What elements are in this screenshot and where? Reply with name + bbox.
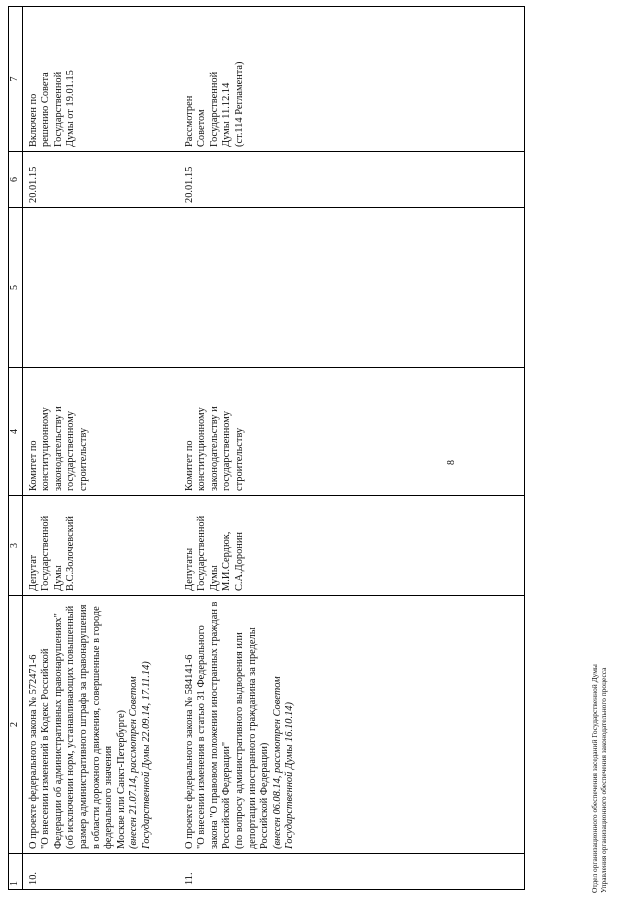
footer-line: Управления организационного обеспечения законодательного процесса [599, 667, 608, 893]
date-cell: 20.01.15 [22, 152, 153, 208]
agenda-table [8, 6, 525, 890]
empty-cell [22, 208, 153, 368]
bill-description-cell [22, 596, 153, 854]
author-cell: Депутат Государственной Думы В.С.Золочевский [22, 496, 153, 596]
column-header: 4 [9, 368, 23, 496]
column-header: 2 [9, 596, 23, 854]
footer [590, 473, 608, 893]
bill-description-cell [154, 596, 525, 854]
date-cell: 20.01.15 [154, 152, 525, 208]
bill-title: О проекте федерального закона № 584141-6 "О внесении изменения в статью 31 Федерального закона "О правовом положении иностранных граждан в Российской Федерации" (по вопросу административного выдворения или депортации иностранного гражданина за пределы Российской Федерации) [183, 601, 271, 849]
committee-cell: Комитет по конституционному законодательству и государственному строительству [22, 368, 153, 496]
table-row [22, 7, 153, 890]
author-cell: Депутаты Государственной Думы М.И.Сердюк, С.А.Доронин [154, 496, 525, 596]
page-number: 8 [446, 460, 457, 465]
column-header: 5 [9, 208, 23, 368]
footer-line: Отдел организационного обеспечения заседаний Государственной Думы [590, 664, 599, 893]
status-cell: Рассмотрен Советом Государственной Думы 11.12.14 (ст.114 Регламента) [154, 7, 525, 152]
committee-cell: Комитет по конституционному законодательству и государственному строительству [154, 368, 525, 496]
bill-note: (внесен 06.08.14, рассмотрен Советом Государственной Думы 16.10.14) [271, 676, 296, 849]
column-header: 7 [9, 7, 23, 152]
row-number: 11. [154, 854, 525, 890]
table-row [154, 7, 525, 890]
column-header: 3 [9, 496, 23, 596]
table-header-row [9, 7, 23, 890]
row-number: 10. [22, 854, 153, 890]
empty-cell [154, 208, 525, 368]
status-cell: Включен по решению Совета Государственной Думы от 19.01.15 [22, 7, 153, 152]
bill-note: (внесен 21.07.14, рассмотрен Советом Государственной Думы 22.09.14, 17.11.14) [128, 661, 152, 849]
column-header: 1 [9, 854, 23, 890]
bill-title: О проекте федерального закона № 572471-6 "О внесении изменений в Кодекс Российской Федерации об административных правонарушениях" (об исключении норм, устанавливающих повышенный размер административного штрафа за правонарушения в области дорожного движения, совершенные в городе федерального значения Москве или Санкт-Петербурге) [27, 604, 127, 849]
column-header: 6 [9, 152, 23, 208]
